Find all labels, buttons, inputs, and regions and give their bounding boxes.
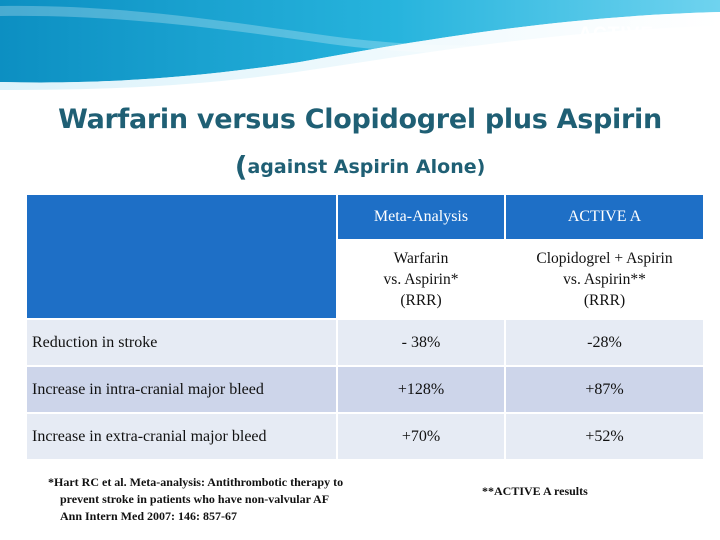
- row-label: Reduction in stroke: [26, 319, 337, 366]
- subheader-line: (RRR): [400, 292, 442, 309]
- subtitle-text: against Aspirin Alone): [247, 156, 486, 178]
- row-value: +128%: [337, 366, 505, 413]
- footnote-active-results: **ACTIVE A results: [482, 484, 588, 498]
- table-row: [26, 366, 704, 413]
- row-label: Increase in intra-cranial major bleed: [26, 366, 337, 413]
- row-label: Increase in extra-cranial major bleed: [26, 413, 337, 460]
- row-value: - 38%: [337, 319, 505, 366]
- subtitle-open-paren: (: [234, 150, 248, 183]
- column-header-active-a: ACTIVE A: [505, 194, 704, 240]
- slide-subtitle: [0, 150, 720, 183]
- row-value: +70%: [337, 413, 505, 460]
- subheader-line: Clopidogrel + Aspirin: [536, 250, 673, 267]
- subheader-line: vs. Aspirin*: [383, 271, 459, 288]
- footnote-line: *Hart RC et al. Meta-analysis: Antithrombotic therapy to: [48, 475, 344, 489]
- table-header-blank-cell: [26, 194, 337, 319]
- subheader-line: Warfarin: [393, 250, 449, 267]
- brand-label: ACTIVE: [578, 24, 654, 45]
- row-value: +52%: [505, 413, 704, 460]
- subheader-line: vs. Aspirin**: [563, 271, 646, 288]
- table-row: [26, 413, 704, 460]
- column-header-meta-analysis: Meta-Analysis: [337, 194, 505, 240]
- slide-title: Warfarin versus Clopidogrel plus Aspirin: [58, 104, 662, 135]
- footnote-line: Ann Intern Med 2007: 146: 857-67: [60, 509, 237, 523]
- table-header-row: [26, 194, 704, 240]
- comparison-table: [25, 193, 705, 461]
- subheader-meta-analysis: [337, 240, 505, 319]
- footnote-reference: [48, 474, 343, 525]
- subheader-line: (RRR): [583, 292, 626, 309]
- row-value: +87%: [505, 366, 704, 413]
- footnote-line: prevent stroke in patients who have non-valvular AF: [60, 492, 330, 506]
- table-row: [26, 319, 704, 366]
- subheader-active-a: [505, 240, 704, 319]
- row-value: -28%: [505, 319, 704, 366]
